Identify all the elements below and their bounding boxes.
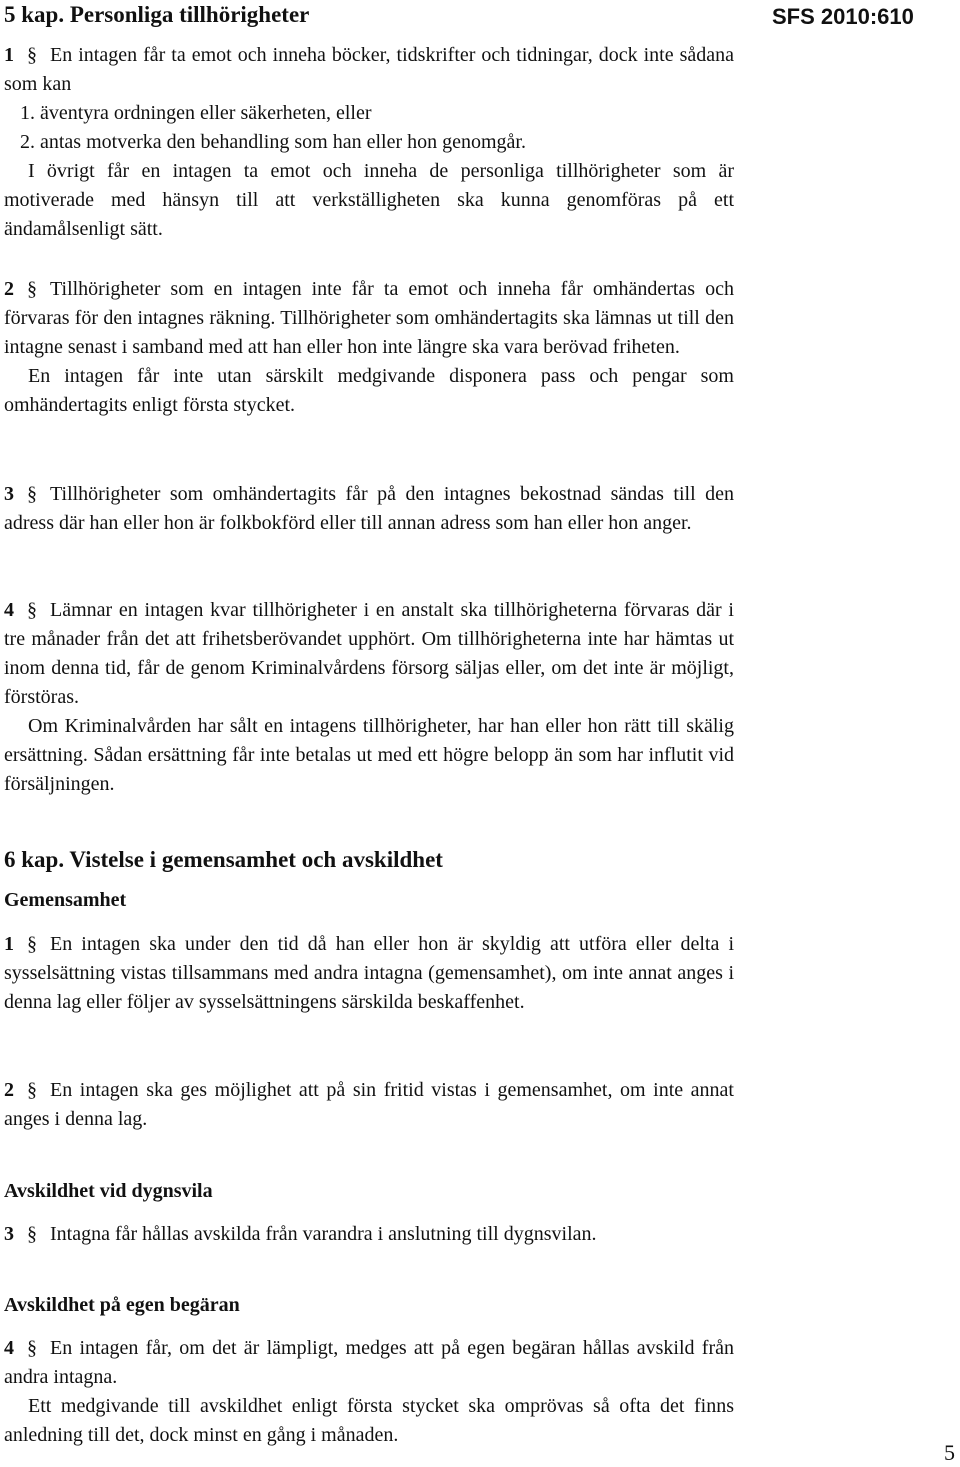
section-mark: §: [27, 278, 37, 300]
section-number: 1: [4, 44, 14, 66]
section-number: 2: [4, 278, 14, 300]
ch6-section-3: [4, 1220, 734, 1249]
subheading-avskildhet-egen-begaran: Avskildhet på egen begäran: [4, 1294, 240, 1316]
ch5-s1-paragraph: [4, 41, 734, 99]
subheading-gemensamhet: Gemensamhet: [4, 889, 127, 911]
ch5-section-2: [4, 275, 734, 420]
ch6-section-2: [4, 1076, 734, 1134]
page-number: 5: [944, 1440, 955, 1465]
ch5-s3-paragraph: [4, 480, 734, 538]
ch6-s4-text: En intagen får, om det är lämpligt, medges att på egen begäran hållas avskild från andra intagna.: [4, 1337, 734, 1388]
ch5-s1-paragraph-2: I övrigt får en intagen ta emot och inneha de personliga tillhörigheter som är motiverade med hänsyn till att verkställigheten ska kunna genomföras på ett ändamålsenligt sätt.: [4, 160, 734, 240]
section-mark: §: [27, 44, 37, 66]
section-mark: §: [27, 1223, 37, 1245]
ch6-s3-text: Intagna får hållas avskilda från varandra i anslutning till dygnsvilan.: [50, 1223, 597, 1245]
ch5-s2-paragraph: [4, 275, 734, 362]
section-number: 4: [4, 599, 14, 621]
section-mark: §: [27, 1337, 37, 1359]
section-number: 2: [4, 1079, 14, 1101]
ch6-s2-text: En intagen ska ges möjlighet att på sin fritid vistas i gemensamhet, om inte annat anges i denna lag.: [4, 1079, 734, 1130]
section-number: 4: [4, 1337, 14, 1359]
sfs-number: SFS 2010:610: [772, 4, 914, 29]
subheading-avskildhet-dygnsvila: Avskildhet vid dygnsvila: [4, 1180, 213, 1202]
ch6-s1-paragraph: [4, 930, 734, 1017]
ch6-s3-paragraph: [4, 1220, 734, 1249]
ch5-s4-paragraph: [4, 596, 734, 712]
ch6-s2-paragraph: [4, 1076, 734, 1134]
section-mark: §: [27, 599, 37, 621]
ch5-section-4: [4, 596, 734, 799]
ch5-section-1: [4, 41, 734, 244]
ch5-s1-item-1: 1. äventyra ordningen eller säkerheten, eller: [20, 102, 372, 124]
chapter-5-title: 5 kap. Personliga tillhörigheter: [4, 2, 310, 27]
ch6-s4-paragraph: [4, 1334, 734, 1392]
ch5-s1-item-2: 2. antas motverka den behandling som han eller hon genomgår.: [20, 131, 526, 153]
ch6-section-1: [4, 930, 734, 1017]
section-number: 3: [4, 1223, 14, 1245]
ch5-s4-text: Lämnar en intagen kvar tillhörigheter i en anstalt ska tillhörigheterna förvaras där i tre månader från det att frihetsberövandet upphört. Om tillhörigheterna inte har hämtas ut inom denna tid, får de genom Kriminalvårdens försorg säljas eller, om det inte är möjligt, förstöras.: [4, 599, 734, 708]
section-mark: §: [27, 483, 37, 505]
chapter-6-title: 6 kap. Vistelse i gemensamhet och avskildhet: [4, 847, 443, 872]
section-number: 3: [4, 483, 14, 505]
ch5-section-3: [4, 480, 734, 538]
ch5-s2-text: Tillhörigheter som en intagen inte får ta emot och inneha får omhändertas och förvaras för den intagnes räkning. Tillhörigheter som omhändertagits ska lämnas ut till den intagne senast i samband med att han eller hon inte längre ska vara berövad friheten.: [4, 278, 734, 358]
ch6-s4-paragraph-2: Ett medgivande till avskildhet enligt första stycket ska omprövas så ofta det finns anledning till det, dock minst en gång i månaden.: [4, 1395, 734, 1446]
section-number: 1: [4, 933, 14, 955]
section-mark: §: [27, 933, 37, 955]
section-mark: §: [27, 1079, 37, 1101]
ch5-s1-text: En intagen får ta emot och inneha böcker, tidskrifter och tidningar, dock inte sådana som kan: [4, 44, 734, 95]
ch5-s3-text: Tillhörigheter som omhändertagits får på den intagnes bekostnad sändas till den adress där han eller hon är folkbokförd eller till annan adress som han eller hon anger.: [4, 483, 734, 534]
ch6-s1-text: En intagen ska under den tid då han eller hon är skyldig att utföra eller delta i sysselsättning vistas tillsammans med andra intagna (gemensamhet), om inte annat anges i denna lag eller följer av sysselsättningens särskilda beskaffenhet.: [4, 933, 734, 1013]
ch6-section-4: [4, 1334, 734, 1450]
ch5-s2-paragraph-2: En intagen får inte utan särskilt medgivande disponera pass och pengar som omhändertagits enligt första stycket.: [4, 365, 734, 416]
ch5-s4-paragraph-2: Om Kriminalvården har sålt en intagens tillhörigheter, har han eller hon rätt till skälig ersättning. Sådan ersättning får inte betalas ut med ett högre belopp än som har influtit vid försäljningen.: [4, 715, 734, 795]
